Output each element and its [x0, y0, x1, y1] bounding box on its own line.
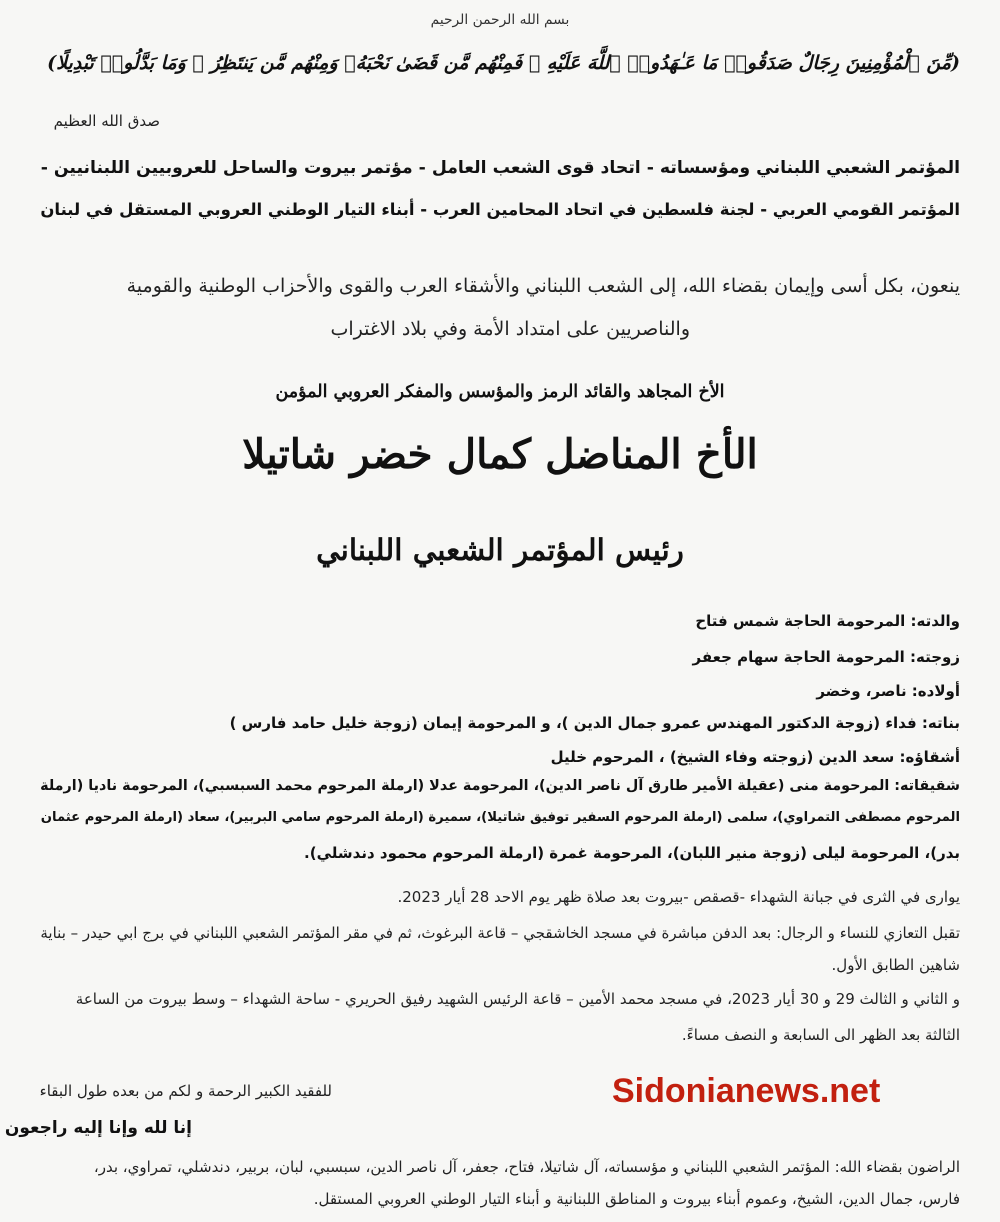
condolence-days-line-1: و الثاني و الثالث 29 و 30 أيار 2023، في مسجد محمد الأمين – قاعة الرئيس الشهيد رفيق الحريري - ساحة الشهداء – وسط بيروت من الساعة: [75, 990, 960, 1008]
family-sisters-line-1: شقيقاته: المرحومة منى (عقيلة الأمير طارق آل ناصر الدين)، المرحومة عدلا (ارملة المرحوم محمد السبسبي)، المرحومة ناديا (ارملة: [40, 778, 960, 794]
site-watermark: Sidonianews.net: [612, 1072, 881, 1110]
sadaq-phrase: صدق الله العظيم: [53, 112, 160, 130]
mourners-line-1: الراضون بقضاء الله: المؤتمر الشعبي اللبناني و مؤسساته، آل شاتيلا، فتاح، جعفر، آل ناصر الدين، سبسبي، لبان، بربير، دندشلي، تمراوي، بدر،: [93, 1158, 960, 1176]
condolence-days-line-2: الثالثة بعد الظهر الى السابعة و النصف مساءً.: [681, 1026, 960, 1044]
organizations-line-2: المؤتمر القومي العربي - لجنة فلسطين في اتحاد المحامين العرب - أبناء التيار الوطني العروبي المستقل في لبنان: [40, 200, 960, 219]
family-wife: زوجته: المرحومة الحاجة سهام جعفر: [692, 648, 960, 666]
family-sisters-line-3: بدر)، المرحومة ليلى (زوجة منير اللبان)، المرحومة غمرة (ارملة المرحوم محمود دندشلي).: [304, 844, 960, 862]
announcement-line-2: والناصريين على امتداد الأمة وفي بلاد الاغتراب: [330, 318, 690, 340]
mourners-line-2: فارس، جمال الدين، الشيخ، وعموم أبناء بيروت و المناطق اللبنانية و أبناء التيار الوطني العروبي المستقل.: [313, 1190, 960, 1208]
family-sisters-line-2: المرحوم مصطفى التمراوي)، سلمى (ارملة المرحوم السفير توفيق شاتيلا)، سميرة (ارملة المرحوم سامي البربير)، سعاد (ارملة المرحوم عثمان: [40, 810, 960, 825]
deceased-title: رئيس المؤتمر الشعبي اللبناني: [316, 532, 684, 567]
basmala: بسم الله الرحمن الرحيم: [430, 12, 570, 28]
announcement-line-1: ينعون، بكل أسى وإيمان بقضاء الله، إلى الشعب اللبناني والأشقاء العرب والقوى والأحزاب الوطنية والقومية: [126, 275, 960, 297]
condolence-phrase: للفقيد الكبير الرحمة و لكم من بعده طول البقاء: [39, 1082, 332, 1100]
family-sons: أولاده: ناصر، وخضر: [816, 682, 960, 700]
organizations-line-1: المؤتمر الشعبي اللبناني ومؤسساته - اتحاد قوى الشعب العامل - مؤتمر بيروت والساحل للعروبيين اللبنانيين -: [40, 158, 960, 178]
quran-verse: (مِّنَ ٱلْمُؤْمِنِينَ رِجَالٌ صَدَقُوا۟ مَا عَـٰهَدُوا۟ ٱللَّهَ عَلَيْهِ ۖ فَمِنْهُم مَّن قَضَىٰ نَحْبَهُۥ وَمِنْهُم مَّن يَنتَظِرُ ۖ وَمَا بَدَّلُوا۟ تَبْدِيلًا): [47, 52, 960, 74]
deceased-epithet: الأخ المجاهد والقائد الرمز والمؤسس والمفكر العروبي المؤمن: [275, 382, 725, 402]
condolences-line-2: شاهين الطابق الأول.: [831, 956, 960, 974]
condolences-line-1: تقبل التعازي للنساء و الرجال: بعد الدفن مباشرة في مسجد الخاشقجي – قاعة البرغوث، ثم في مقر المؤتمر الشعبي اللبناني في برج ابي حيدر – بناية: [40, 924, 960, 942]
deceased-name: الأخ المناضل كمال خضر شاتيلا: [242, 430, 758, 478]
family-daughters: بناته: فداء (زوجة الدكتور المهندس عمرو جمال الدين )، و المرحومة إيمان (زوجة خليل حامد فارس ): [229, 714, 960, 732]
family-brothers: أشقاؤه: سعد الدين (زوجته وفاء الشيخ) ، المرحوم خليل: [550, 748, 960, 766]
burial-info: يوارى في الثرى في جبانة الشهداء -قصقص -بيروت بعد صلاة ظهر يوم الاحد 28 أيار 2023.: [397, 888, 960, 906]
inna-lillah-phrase: إنا لله وإنا إليه راجعون: [4, 1118, 192, 1138]
family-mother: والدته: المرحومة الحاجة شمس فتاح: [695, 612, 960, 630]
